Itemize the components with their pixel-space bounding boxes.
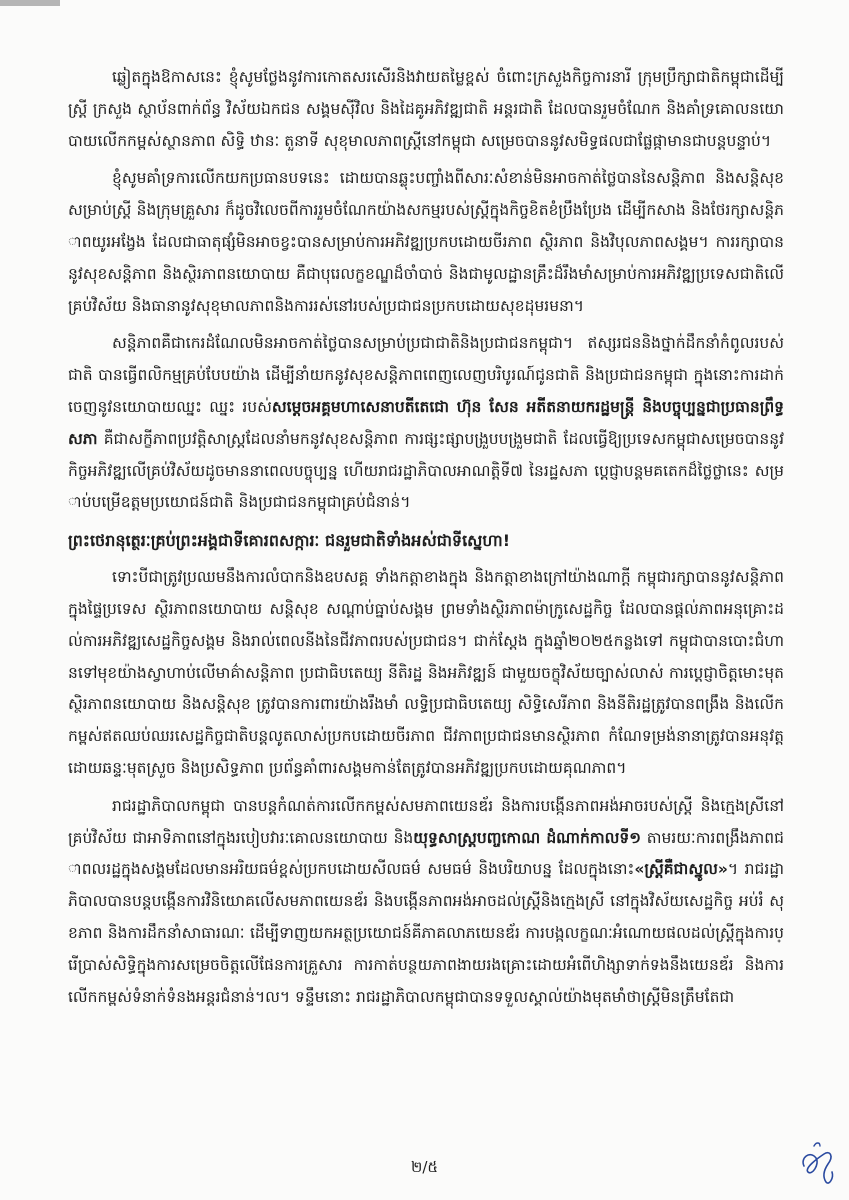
paragraph-text: ។ រាជរដ្ឋាភិបាលបានបន្តបង្កើនការវិនិយោគលើសមភាពយេនឌ័រ និងបង្កើនភាពអង់អាចដល់ស្ត្រីនិងក្មេងស្រី នៅក្នុងវិស័យសេដ្ឋកិច្ច អប់រំ សុខភាព និងការដឹកនាំសាធារណៈ ដើម្បីទាញយកអត្ថប្រយោជន៍គីភាគលាភយេនឌ័រ ការបង្កលក្ខណៈអំណោយផលដល់ស្ត្រីក្នុងការប្រើប្រាស់សិទ្ធិក្នុងការសម្រេចចិត្តលើផែនការគ្រួសារ ការកាត់បន្ថយភាពងាយរងគ្រោះដោយអំពើហិង្សាទាក់ទងនឹងយេនឌ័រ និងការលើកកម្ពស់ទំនាក់ទំនងអន្តរជំនាន់។ល។ ទន្ទឹមនោះ រាជរដ្ឋាភិបាលកម្ពុជាបានទទួលស្គាល់យ៉ាងមុតមាំថាស្ត្រីមិនត្រឹមតែជា — [68, 860, 784, 1006]
paragraph-achievements — [68, 562, 784, 785]
paragraph-text: ខ្ញុំសូមគាំទ្រការលើកយកប្រធានបទនេះ ដោយបានឆ្លុះបញ្ចាំងពីសារៈសំខាន់មិនអាចកាត់ថ្លៃបាននៃសន្តិភាព និងសន្តិសុខសម្រាប់ស្ត្រី និងក្រុមគ្រួសារ ក៏ដូចវិលេចពីការរួមចំណែកយ៉ាងសកម្មរបស់ស្ត្រីក្នុងកិច្ចខិតខំប្រឹងប្រែង ដើម្បីកសាង និងថែរក្សាសន្តិភាពយូរអង្វែង ដែលជាធាតុផ្សំមិនអាចខ្វះបានសម្រាប់ការអភិវឌ្ឍប្រកបដោយចីរភាព ស្ថិរភាព និងវិបុលភាពសង្គម។ ការរក្សាបាននូវសុខសន្តិភាព និងស្ថិរភាពនយោបាយ គឺជាបុរេលក្ខខណ្ឌដ៏ចាំបាច់ និងជាមូលដ្ឋានគ្រឹះដ៏រឹងមាំសម្រាប់ការអភិវឌ្ឍប្រទេសជាតិលើគ្រប់វិស័យ និងធានានូវសុខុមាលភាពនិងការរស់នៅរបស់ប្រជាជនប្រកបដោយសុខដុមរមនា។ — [68, 169, 784, 315]
scan-edge-mark — [0, 0, 60, 6]
bold-quote-text: «ស្ត្រីគឺជាស្នូល» — [634, 860, 728, 879]
paragraph-text: តាមរយៈការពង្រឹងភាពជាពលរដ្ឋក្នុងសង្គមដែលមានអរិយធម៌ខ្ពស់ប្រកបដោយសីលធម៌ សមធម៌ និងបរិយាបន្ន ដែលក្នុងនោះ — [68, 828, 784, 879]
paragraph-peace-security — [68, 163, 784, 322]
paragraph-text: សន្តិភាពគឺជាកេរដំណែលមិនអាចកាត់ថ្លៃបានសម្រាប់ប្រជាជាតិនិងប្រជាជនកម្ពុជា។ ឥស្សរជននិងថ្នាក់ដឹកនាំកំពូលរបស់ជាតិ បានធ្វើពលិកម្មគ្រប់បែបយ៉ាង ដើម្បីនាំយកនូវសុខសន្តិភាពពេញលេញបរិបូរណ៍ជូនជាតិ និងប្រជាជនកម្ពុជា ក្នុងនោះការដាក់ចេញនូវនយោបាយឈ្នះ ឈ្នះ របស់ — [68, 334, 784, 416]
paragraph-gender-equality — [68, 791, 784, 1014]
paragraph-text: ទោះបីជាត្រូវប្រឈមនឹងការលំបាកនិងឧបសគ្គ ទាំងកត្តាខាងក្នុង និងកត្តាខាងក្រៅយ៉ាងណាក្តី កម្ពុជារក្សាបាននូវសន្តិភាពក្នុងផ្ទៃប្រទេស ស្ថិរភាពនយោបាយ សន្តិសុខ សណ្តាប់ធ្នាប់សង្គម ព្រមទាំងស្ថិរភាពម៉ាក្រូសេដ្ឋកិច្ច ដែលបានផ្តល់ភាពអនុគ្រោះដល់ការអភិវឌ្ឍសេដ្ឋកិច្ចសង្គម និងរាល់ពេលនីងនៃជីវភាពរបស់ប្រជាជន។ ជាក់ស្តែង ក្នុងឆ្នាំ២០២៥កន្លងទៅ កម្ពុជាបានបោះជំហានទៅមុខយ៉ាងស្វាហាប់លើមាគ៌ាសន្តិភាព ប្រជាធិបតេយ្យ នីតិរដ្ឋ និងអភិវឌ្ឍន៍ ជាមួយចក្ខុវិស័យច្បាស់លាស់ ការប្តេជ្ញាចិត្តមោះមុត ស្ថិរភាពនយោបាយ និងសន្តិសុខ ត្រូវបានការពារយ៉ាងរឹងមាំ លទ្ធិប្រជាធិបតេយ្យ សិទ្ធិសេរីភាព និងនីតិរដ្ឋត្រូវបានពង្រឹង និងលើកកម្ពស់ឥតឈប់ឈរសេដ្ឋកិច្ចជាតិបន្តលូតលាស់ប្រកបដោយចីរភាព ជីវភាពប្រជាជនមានស្ថិរភាព កំណែទម្រង់នានាត្រូវបានអនុវត្តដោយឆន្ទៈមុតស្រួច និងប្រសិទ្ធភាព ប្រព័ន្ធគាំពារសង្គមកាន់តែត្រូវបានអភិវឌ្ឍប្រកបដោយគុណភាព។ — [68, 568, 784, 777]
paragraph-appreciation — [68, 62, 784, 157]
bold-name-text: សម្តេចអគ្គមហាសេនាបតីតេជោ ហ៊ុន សែន អតីតនាយករដ្ឋមន្ត្រី និងបច្ចុប្បន្នជាប្រធានព្រឹទ្ធសភា — [68, 397, 784, 448]
bold-strategy-text: យុទ្ធសាស្ត្របញ្ចកោណ ដំណាក់កាលទី១ — [413, 828, 641, 847]
handwritten-initial-signature — [796, 1136, 840, 1186]
paragraph-win-win-policy — [68, 328, 784, 519]
paragraph-text: ឆ្លៀតក្នុងឱកាសនេះ ខ្ញុំសូមថ្លែងនូវការកោតសរសើរនិងវាយតម្លៃខ្ពស់ ចំពោះក្រសួងកិច្ចការនារី ក្រុមប្រឹក្សាជាតិកម្ពុជាដើម្បីស្ត្រី ក្រសួង ស្ថាប័នពាក់ព័ន្ធ វិស័យឯកជន សង្គមស៊ីវិល និងដៃគូអភិវឌ្ឍជាតិ អន្តរជាតិ ដែលបានរួមចំណែក និងគាំទ្រគោលនយោបាយលើកកម្ពស់ស្ថានភាព សិទ្ធិ ឋានៈ តួនាទី សុខុមាលភាពស្ត្រីនៅកម្ពុជា សម្រេចបាននូវសមិទ្ធផលជាផ្លែផ្កាមានជាបន្តបន្ទាប់។ — [68, 68, 784, 150]
paragraph-text: គឺជាសក្ខីភាពប្រវត្តិសាស្ត្រដែលនាំមកនូវសុខសន្តិភាព ការផ្សះផ្សាបង្រួបបង្រួមជាតិ ដែលធ្វើឱ្យប្រទេសកម្ពុជាសម្រេចបាននូវកិច្ចអភិវឌ្ឍលើគ្រប់វិស័យដូចមាននាពេលបច្ចុប្បន្ន ហើយរាជរដ្ឋាភិបាលអាណត្តិទី៧ នៃរដ្ឋសភា ប្តេជ្ញាបន្តមគតេកដ៏ថ្លៃថ្លានេះ សម្រាប់បម្រើឧត្តមប្រយោជន៍ជាតិ និងប្រជាជនកម្ពុជាគ្រប់ជំនាន់។ — [68, 429, 784, 512]
page-number: ២/៥ — [410, 1158, 439, 1176]
paragraph-text: រាជរដ្ឋាភិបាលកម្ពុជា បានបន្តកំណត់ការលើកកម្ពស់សមភាពយេនឌ័រ និងការបង្កើនភាពអង់អាចរបស់ស្ត្រី និងក្មេងស្រីនៅគ្រប់វិស័យ ជាអាទិភាពនៅក្នុងរបៀបវារៈគោលនយោបាយ និង — [68, 796, 784, 847]
section-heading: ព្រះថេរានុត្ថេរៈគ្រប់ព្រះអង្គជាទីគោរពសក្ការៈ ជនរួមជាតិទាំងអស់ជាទីស្នេហា! — [68, 531, 511, 551]
document-body — [68, 62, 784, 1019]
